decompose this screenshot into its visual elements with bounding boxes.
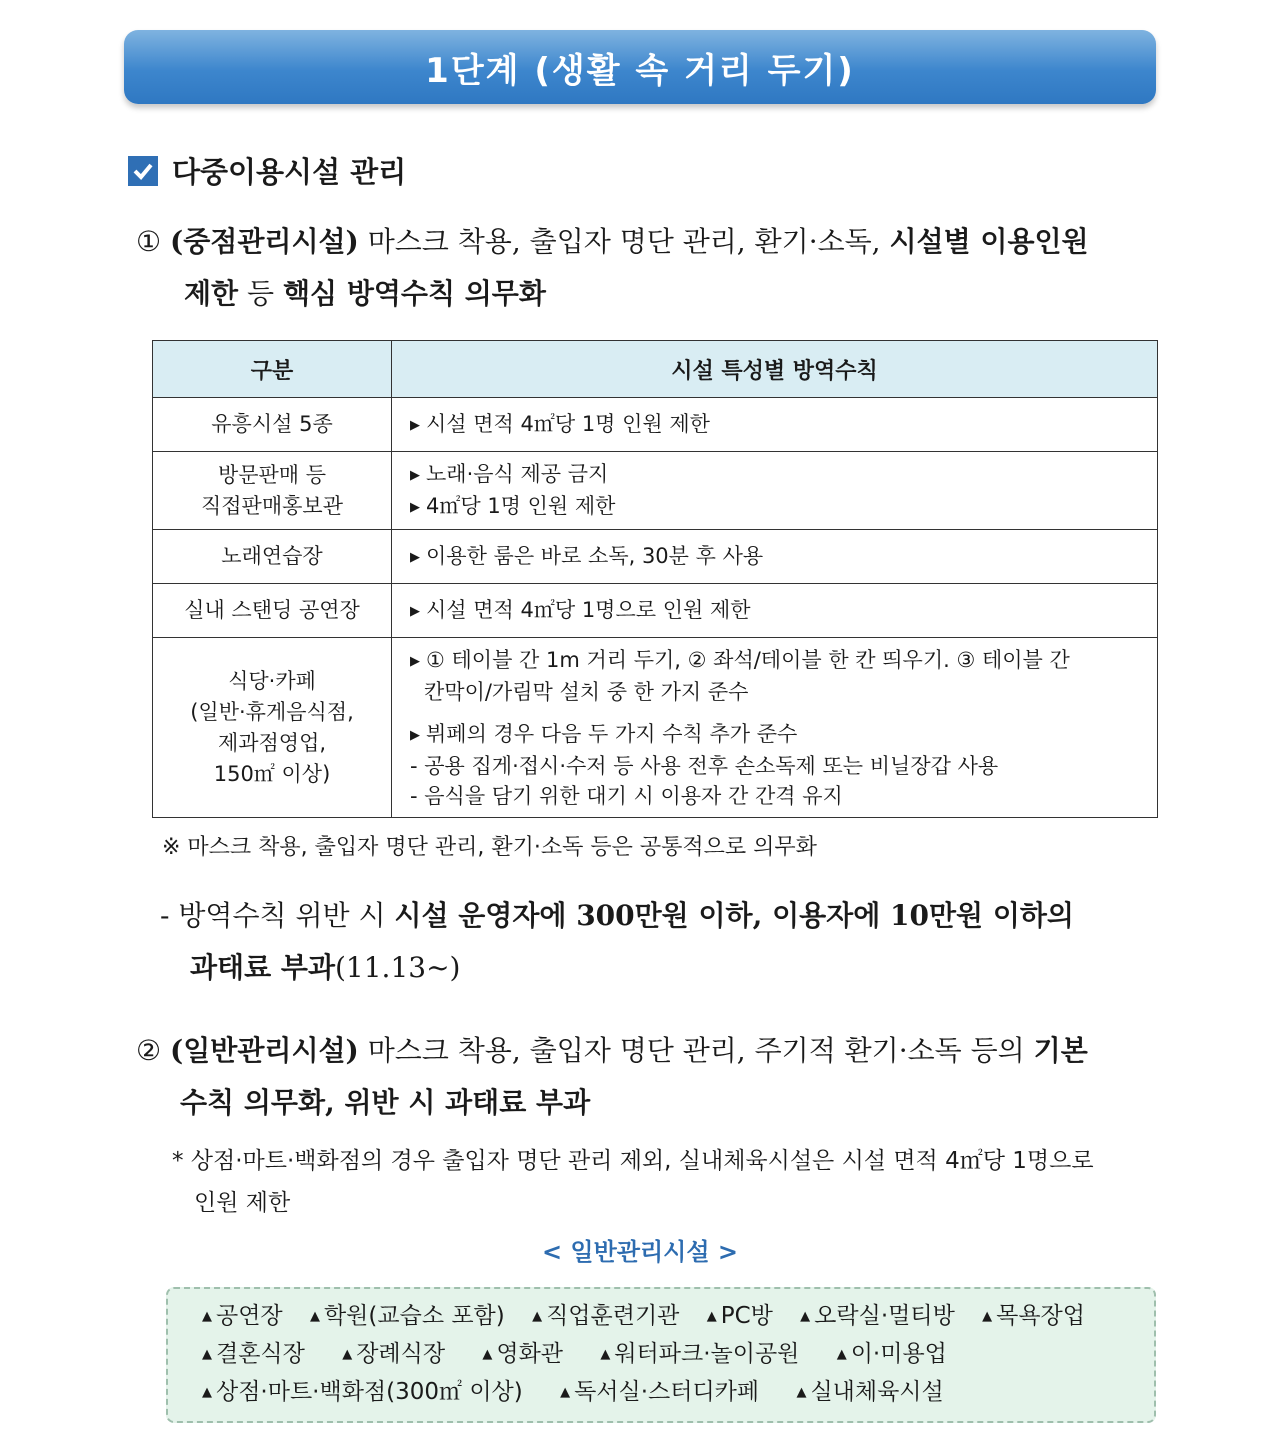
rule-text: 4㎡당 1명 인원 제한 (426, 493, 616, 518)
section-title: 다중이용시설 관리 (172, 155, 407, 189)
triangle-icon: ▲ (482, 1347, 493, 1362)
triangle-icon: ▲ (342, 1347, 353, 1362)
category-label: 식당·카페 (228, 668, 316, 693)
key-facility-label: (중점관리시설) (170, 225, 359, 258)
arrow-icon: ▶ (410, 467, 420, 483)
triangle-icon: ▲ (202, 1347, 212, 1362)
common-note: ※ 마스크 착용, 출입자 명단 관리, 환기·소독 등은 공통적으로 의무화 (162, 835, 817, 860)
triangle-icon: ▲ (309, 1309, 320, 1324)
triangle-icon: ▲ (796, 1385, 807, 1400)
general-facility-label: (일반관리시설) (170, 1034, 359, 1067)
note-line: * 상점·마트·백화점의 경우 출입자 명단 관리 제외, 실내체육시설은 시설 면적 4㎡당 1명으로 (172, 1148, 1094, 1174)
category-label: 직접판매홍보관 (200, 493, 343, 518)
facility-name: 독서실·스터디카페 (574, 1379, 760, 1405)
triangle-icon: ▲ (800, 1309, 811, 1324)
arrow-icon: ▶ (410, 499, 420, 515)
rule-line (410, 459, 1145, 491)
facility-name: 장례식장 (356, 1341, 446, 1367)
facility-name: 오락실·멀티방 (814, 1303, 955, 1329)
rule-line (410, 719, 1145, 751)
row-category (153, 452, 392, 530)
rule-line (410, 595, 1145, 627)
rule-text: 이용한 룸은 바로 소독, 30분 후 사용 (426, 543, 764, 568)
row-category (153, 398, 392, 452)
category-label: 노래연습장 (221, 544, 323, 568)
facility-row (202, 1335, 1154, 1373)
triangle-icon: ▲ (532, 1309, 543, 1324)
arrow-icon: ▶ (410, 653, 420, 669)
arrow-icon: ▶ (410, 549, 420, 565)
row-category (153, 584, 392, 638)
p2-bold: 시설 운영자에 300만원 이하, 이용자에 10만원 이하의 (394, 899, 1074, 932)
category-label: 방문판매 등 (217, 462, 327, 487)
p3-text: 마스크 착용, 출입자 명단 관리, 주기적 환기·소독 등의 (358, 1034, 1034, 1067)
facility-name: 직업훈련기관 (546, 1303, 680, 1329)
triangle-icon: ▲ (706, 1309, 717, 1324)
row-rules (392, 638, 1158, 818)
category-label: (일반·휴게음식점, (190, 699, 354, 724)
key-facility-paragraph (136, 216, 1160, 320)
rule-line (410, 491, 1145, 523)
p2-text: - 방역수칙 위반 시 (160, 899, 395, 932)
facility-item (560, 1379, 759, 1405)
category-label: 실내 스탠딩 공연장 (184, 598, 360, 622)
checkbox-icon (128, 156, 158, 186)
facility-item (202, 1303, 283, 1329)
rule-text-continued: 칸막이/가림막 설치 중 한 가지 준수 (424, 679, 749, 704)
triangle-icon: ▲ (202, 1309, 212, 1324)
table-row (153, 452, 1158, 530)
row-rules (392, 584, 1158, 638)
p3-bold-2: 수칙 의무화, 위반 시 과태료 부과 (180, 1086, 591, 1119)
rule-text: ① 테이블 간 1m 거리 두기, ② 좌석/테이블 한 칸 띄우기. ③ 테이블 간 (426, 647, 1070, 672)
item-number: ② (136, 1034, 162, 1067)
table-row (153, 584, 1158, 638)
facility-item (800, 1303, 955, 1329)
facility-item (707, 1303, 773, 1329)
arrow-icon: ▶ (410, 603, 420, 619)
facility-name: 목욕장업 (996, 1303, 1085, 1329)
rule-subitem: - 공용 집게·접시·수저 등 사용 전후 손소독제 또는 비닐장갑 사용 (410, 753, 999, 778)
rule-text: 노래·음식 제공 금지 (426, 461, 609, 486)
facility-name: 공연장 (216, 1303, 283, 1329)
p2-date: (11.13~) (335, 951, 461, 984)
facility-name: 영화관 (496, 1341, 564, 1367)
facility-row (202, 1297, 1154, 1335)
rule-line (410, 409, 1145, 441)
rules-table (152, 340, 1158, 818)
facility-item (202, 1379, 523, 1405)
facility-item (482, 1341, 563, 1367)
triangle-icon: ▲ (202, 1385, 212, 1400)
general-facility-subheading: < 일반관리시설 > (541, 1238, 739, 1266)
table-row (153, 638, 1158, 818)
category-label: 제과점영업, (217, 730, 327, 755)
rule-text: 시설 면적 4㎡당 1명으로 인원 제한 (426, 597, 751, 622)
rule-line (410, 645, 1145, 677)
facility-item (796, 1379, 943, 1405)
row-rules (392, 398, 1158, 452)
facility-item (600, 1341, 799, 1367)
facility-name: PC방 (720, 1303, 773, 1329)
col-header-category: 구분 (153, 341, 392, 398)
facility-item (202, 1341, 305, 1367)
facility-name: 결혼식장 (216, 1341, 305, 1367)
facility-name: 워터파크·놀이공원 (614, 1341, 800, 1367)
table-row (153, 530, 1158, 584)
p1-text: 마스크 착용, 출입자 명단 관리, 환기·소독, (358, 225, 890, 258)
facility-name: 실내체육시설 (810, 1379, 944, 1405)
facility-item (532, 1303, 679, 1329)
rule-text: 뷔페의 경우 다음 두 가지 수칙 추가 준수 (426, 721, 798, 746)
triangle-icon: ▲ (836, 1347, 847, 1362)
category-label: 유흥시설 5종 (211, 412, 333, 436)
arrow-icon: ▶ (410, 417, 420, 433)
facility-list-box (166, 1287, 1156, 1423)
facility-item (982, 1303, 1085, 1329)
rule-subitem: - 음식을 담기 위한 대기 시 이용자 간 간격 유지 (410, 783, 843, 808)
note-line: 인원 제한 (194, 1190, 291, 1216)
row-category (153, 638, 392, 818)
p1-text-2: 등 (238, 277, 283, 310)
facility-item (310, 1303, 505, 1329)
facility-item (342, 1341, 445, 1367)
item-number: ① (136, 225, 162, 258)
facility-name: 상점·마트·백화점(300㎡ 이상) (216, 1379, 523, 1405)
triangle-icon: ▲ (560, 1385, 571, 1400)
table-header-row (153, 341, 1158, 398)
p2-bold-fine: 과태료 부과 (190, 951, 335, 984)
general-facility-paragraph (136, 1025, 1160, 1129)
row-category (153, 530, 392, 584)
row-rules (392, 530, 1158, 584)
facility-name: 이·미용업 (850, 1341, 947, 1367)
row-rules (392, 452, 1158, 530)
rule-text: 시설 면적 4㎡당 1명 인원 제한 (426, 411, 710, 436)
rule-line (410, 541, 1145, 573)
table-row (153, 398, 1158, 452)
stage-banner (124, 30, 1156, 104)
triangle-icon: ▲ (600, 1347, 611, 1362)
section-heading (128, 150, 406, 191)
category-label: 150㎡ 이상) (213, 761, 331, 786)
p1-bold-limit: 제한 (184, 277, 239, 310)
col-header-rules: 시설 특성별 방역수칙 (392, 341, 1158, 398)
p3-bold: 기본 (1033, 1034, 1088, 1067)
penalty-paragraph (160, 890, 1160, 994)
p1-bold-mandate: 핵심 방역수칙 의무화 (282, 277, 546, 310)
banner-title: 1단계 (생활 속 거리 두기) (425, 50, 855, 91)
triangle-icon: ▲ (982, 1309, 993, 1324)
p1-bold: 시설별 이용인원 (889, 225, 1089, 258)
facility-name: 학원(교습소 포함) (323, 1303, 505, 1329)
arrow-icon: ▶ (410, 727, 420, 743)
facility-item (837, 1341, 947, 1367)
facility-row (202, 1373, 1154, 1411)
exception-note (172, 1140, 1162, 1224)
